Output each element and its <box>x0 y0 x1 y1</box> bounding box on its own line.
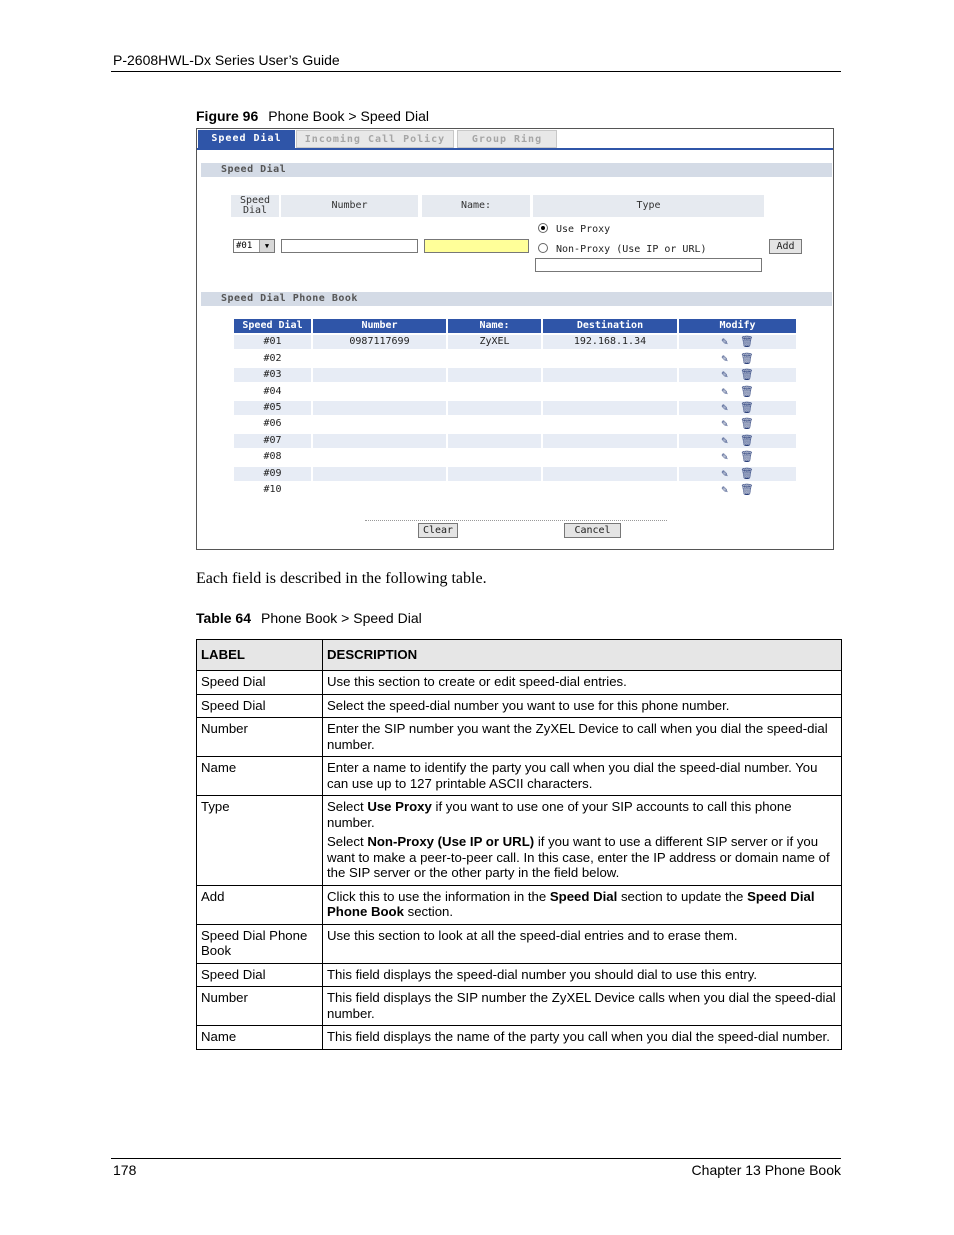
tab-group-ring[interactable]: Group Ring <box>457 130 557 148</box>
description-paragraph <box>327 928 837 944</box>
description-paragraph <box>327 967 837 983</box>
description-paragraph <box>327 799 837 830</box>
phone-book-row <box>234 483 798 497</box>
cell-name <box>448 368 541 382</box>
form-header-speed-dial: Speed Dial <box>231 195 279 217</box>
bold-term: Speed Dial Phone Book <box>327 888 815 919</box>
text-run: Select <box>327 834 368 849</box>
tab-bar <box>197 129 833 149</box>
edit-icon[interactable]: ✎ <box>721 417 728 431</box>
edit-icon[interactable]: ✎ <box>721 433 728 447</box>
figure-label: Figure 96 <box>196 108 259 124</box>
delete-icon[interactable]: 🗑 <box>739 433 754 447</box>
text-run: This field displays the speed-dial number you should dial to use this entry. <box>327 966 758 982</box>
text-run: Enter a name to identify the party you call when you dial the speed-dial number. You can use up to 127 printable ASCII characters. <box>327 760 818 791</box>
row-description <box>323 924 842 963</box>
cell-number <box>313 401 446 415</box>
cell-speed-dial: #05 <box>234 401 311 415</box>
phone-book-row <box>234 385 798 399</box>
phone-book-body <box>234 335 798 497</box>
phone-book-row <box>234 368 798 382</box>
edit-icon[interactable]: ✎ <box>721 351 728 365</box>
phone-book-row <box>234 417 798 431</box>
phone-book-row <box>234 467 798 481</box>
cell-modify <box>679 434 796 448</box>
cell-speed-dial: #08 <box>234 450 311 464</box>
row-label: Number <box>197 987 323 1026</box>
cell-modify <box>679 401 796 415</box>
text-run: This field displays the SIP number the ZyXEL Device calls when you dial the speed-dial number. <box>327 990 836 1021</box>
cell-modify <box>679 417 796 431</box>
speed-dial-screenshot <box>196 128 834 550</box>
cell-number <box>313 467 446 481</box>
row-description <box>323 796 842 886</box>
table-caption <box>196 610 422 626</box>
radio-non-proxy-label: Non-Proxy (Use IP or URL) <box>556 244 707 255</box>
cell-number: 0987117699 <box>313 335 446 349</box>
description-paragraph <box>327 721 837 752</box>
text-run: section to update the <box>617 888 748 904</box>
header-rule <box>111 71 841 72</box>
delete-icon[interactable]: 🗑 <box>739 400 754 414</box>
cell-number <box>313 417 446 431</box>
cell-number <box>313 352 446 366</box>
table-row <box>197 987 842 1026</box>
cell-destination <box>543 450 677 464</box>
delete-icon[interactable]: 🗑 <box>739 417 754 431</box>
cell-name <box>448 352 541 366</box>
number-input[interactable] <box>281 239 418 253</box>
description-table <box>196 639 842 1050</box>
table-row <box>197 796 842 886</box>
text-run: Use this section to create or edit speed-dial entries. <box>327 674 627 689</box>
delete-icon[interactable]: 🗑 <box>739 384 754 398</box>
cell-destination <box>543 385 677 399</box>
col-speed-dial: Speed Dial <box>234 319 311 333</box>
tab-incoming-call-policy[interactable]: Incoming Call Policy <box>296 130 454 148</box>
cell-name <box>448 467 541 481</box>
row-label: Speed Dial Phone Book <box>197 924 323 963</box>
cancel-button[interactable]: Cancel <box>564 523 621 538</box>
delete-icon[interactable]: 🗑 <box>739 351 754 365</box>
cell-speed-dial: #09 <box>234 467 311 481</box>
tab-speed-dial[interactable]: Speed Dial <box>198 130 295 148</box>
cell-name <box>448 434 541 448</box>
cell-destination <box>543 368 677 382</box>
delete-icon[interactable]: 🗑 <box>739 368 754 382</box>
row-label: Add <box>197 885 323 924</box>
table-label: Table 64 <box>196 610 251 626</box>
clear-button[interactable]: Clear <box>418 523 458 538</box>
cell-number <box>313 483 446 497</box>
row-label: Speed Dial <box>197 694 323 718</box>
chapter-title: Chapter 13 Phone Book <box>691 1162 841 1178</box>
cell-modify <box>679 467 796 481</box>
divider <box>365 520 667 521</box>
row-label: Type <box>197 796 323 886</box>
form-header-type: Type <box>533 195 764 217</box>
text-run: Use this section to look at all the speed-dial entries and to erase them. <box>327 927 738 943</box>
col-name: Name: <box>448 319 541 333</box>
cell-modify <box>679 385 796 399</box>
table-row <box>197 757 842 796</box>
cell-name <box>448 450 541 464</box>
text-run: if you want to use a different SIP server or if you want to make a peer-to-peer call. In this case, enter the IP address or domain name of the SIP server or the other party in the field below. <box>327 834 830 880</box>
row-description <box>323 671 842 695</box>
col-destination: Destination <box>543 319 677 333</box>
cell-speed-dial: #06 <box>234 417 311 431</box>
radio-non-proxy[interactable] <box>538 242 707 255</box>
cell-modify <box>679 335 796 349</box>
row-description <box>323 885 842 924</box>
table-caption-text: Phone Book > Speed Dial <box>261 610 422 626</box>
tab-underline <box>197 148 833 150</box>
delete-icon[interactable]: 🗑 <box>739 466 754 480</box>
row-label: Speed Dial <box>197 671 323 695</box>
table-row <box>197 671 842 695</box>
row-label: Number <box>197 718 323 757</box>
table-row <box>197 885 842 924</box>
row-label: Speed Dial <box>197 963 323 987</box>
radio-use-proxy[interactable] <box>538 222 610 235</box>
description-paragraph <box>327 1029 837 1045</box>
edit-icon[interactable]: ✎ <box>721 384 728 398</box>
cell-name <box>448 483 541 497</box>
intro-paragraph: Each field is described in the following table. <box>196 570 487 587</box>
radio-use-proxy-label: Use Proxy <box>556 224 611 235</box>
edit-icon[interactable]: ✎ <box>721 466 728 480</box>
cell-destination <box>543 417 677 431</box>
cell-modify <box>679 352 796 366</box>
cell-number <box>313 450 446 464</box>
cell-speed-dial: #02 <box>234 352 311 366</box>
cell-name <box>448 417 541 431</box>
chevron-down-icon: ▼ <box>259 240 274 252</box>
figure-caption <box>196 108 429 124</box>
section-speed-dial-phone-book: Speed Dial Phone Book <box>201 292 832 306</box>
name-input[interactable] <box>424 239 529 253</box>
row-label: Name <box>197 1026 323 1050</box>
cell-modify <box>679 483 796 497</box>
delete-icon[interactable]: 🗑 <box>739 335 754 349</box>
description-paragraph <box>327 674 837 690</box>
text-run: Enter the SIP number you want the ZyXEL Device to call when you dial the speed-dial number. <box>327 721 828 752</box>
row-description <box>323 718 842 757</box>
header-description: DESCRIPTION <box>323 640 842 671</box>
table-row <box>197 924 842 963</box>
table-row <box>197 1026 842 1050</box>
cell-destination: 192.168.1.34 <box>543 335 677 349</box>
delete-icon[interactable]: 🗑 <box>739 450 754 464</box>
cell-speed-dial: #04 <box>234 385 311 399</box>
form-header-number: Number <box>281 195 418 217</box>
row-description <box>323 694 842 718</box>
cell-speed-dial: #10 <box>234 483 311 497</box>
row-description <box>323 1026 842 1050</box>
cell-modify <box>679 450 796 464</box>
edit-icon[interactable]: ✎ <box>721 335 728 349</box>
radio-selected-icon <box>538 223 548 233</box>
phone-book-row <box>234 401 798 415</box>
text-run: section. <box>403 904 454 919</box>
delete-icon[interactable]: 🗑 <box>739 482 754 496</box>
cell-name <box>448 385 541 399</box>
description-paragraph <box>327 889 837 920</box>
row-description <box>323 987 842 1026</box>
page-number: 178 <box>113 1162 137 1178</box>
table-row <box>197 694 842 718</box>
table-row <box>197 718 842 757</box>
cell-number <box>313 368 446 382</box>
running-header-title: P-2608HWL-Dx Series User’s Guide <box>113 52 340 68</box>
cell-destination <box>543 467 677 481</box>
destination-input[interactable] <box>535 258 762 272</box>
cell-destination <box>543 352 677 366</box>
text-run: Click this to use the information in the <box>327 888 550 904</box>
phone-book-row <box>234 335 798 349</box>
speed-dial-select-value: #01 <box>236 241 253 251</box>
footer-rule <box>111 1158 841 1159</box>
cell-name: ZyXEL <box>448 335 541 349</box>
cell-number <box>313 434 446 448</box>
phone-book-header-row <box>234 319 798 333</box>
header-label: LABEL <box>197 640 323 671</box>
text-run: Select <box>327 799 368 814</box>
edit-icon[interactable]: ✎ <box>721 368 728 382</box>
description-paragraph <box>327 698 837 714</box>
cell-speed-dial: #01 <box>234 335 311 349</box>
table-row <box>197 963 842 987</box>
table-header-row <box>197 640 842 671</box>
cell-speed-dial: #07 <box>234 434 311 448</box>
text-run: Select the speed-dial number you want to use for this phone number. <box>327 697 730 713</box>
add-button[interactable]: Add <box>769 239 802 254</box>
cell-name <box>448 401 541 415</box>
cell-speed-dial: #03 <box>234 368 311 382</box>
phone-book-row <box>234 450 798 464</box>
col-number: Number <box>313 319 446 333</box>
speed-dial-select[interactable] <box>233 239 275 253</box>
figure-caption-text: Phone Book > Speed Dial <box>268 108 429 124</box>
bold-term: Speed Dial <box>549 888 618 904</box>
col-modify: Modify <box>679 319 796 333</box>
cell-destination <box>543 483 677 497</box>
form-header-name: Name: <box>422 195 530 217</box>
phone-book-table <box>234 319 798 499</box>
cell-destination <box>543 434 677 448</box>
bold-term: Use Proxy <box>367 799 432 814</box>
description-paragraph <box>327 760 837 791</box>
bold-term: Non-Proxy (Use IP or URL) <box>367 834 535 849</box>
cell-modify <box>679 368 796 382</box>
text-run: if you want to use one of your SIP accounts to call this phone number. <box>327 799 792 830</box>
edit-icon[interactable]: ✎ <box>721 400 728 414</box>
edit-icon[interactable]: ✎ <box>721 450 728 464</box>
row-label: Name <box>197 757 323 796</box>
description-paragraph <box>327 834 837 881</box>
row-description <box>323 757 842 796</box>
phone-book-row <box>234 434 798 448</box>
radio-unselected-icon <box>538 243 548 253</box>
description-paragraph <box>327 990 837 1021</box>
edit-icon[interactable]: ✎ <box>721 482 728 496</box>
section-speed-dial: Speed Dial <box>201 163 832 177</box>
text-run: This field displays the name of the party you call when you dial the speed-dial number. <box>327 1029 830 1044</box>
row-description <box>323 963 842 987</box>
description-table-body <box>197 671 842 1050</box>
cell-destination <box>543 401 677 415</box>
phone-book-row <box>234 352 798 366</box>
cell-number <box>313 385 446 399</box>
